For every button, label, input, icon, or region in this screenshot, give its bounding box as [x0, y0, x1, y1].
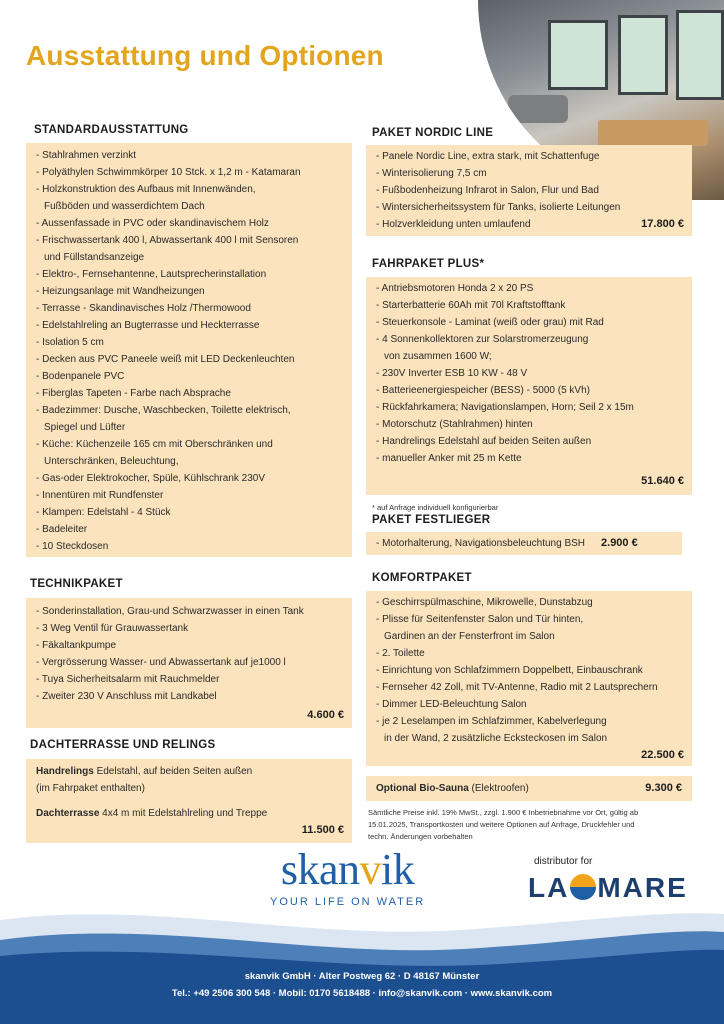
technik-item: - Fäkaltankpumpe: [36, 640, 117, 651]
fahrpaket-item: - Batterieenergiespeicher (BESS) - 5000 (5 kVh): [376, 385, 590, 396]
nordic-item: - Panele Nordic Line, extra stark, mit Schattenfuge: [376, 151, 600, 162]
komfort-list: [376, 594, 684, 747]
footer-waves: [0, 900, 724, 1024]
standard-item: Unterschränken, Beleuchtung,: [44, 456, 179, 467]
section-heading: KOMFORTPAKET: [372, 572, 472, 584]
nordic-item: - Wintersicherheitssystem für Tanks, isolierte Leitungen: [376, 202, 621, 213]
section-heading: FAHRPAKET PLUS*: [372, 258, 485, 270]
standard-item: - Stahlrahmen verzinkt: [36, 150, 137, 161]
nordic-item: - Fußbodenheizung Infrarot in Salon, Flur und Bad: [376, 185, 599, 196]
standard-item: und Füllstandsanzeige: [44, 252, 145, 263]
standard-item: Spiegel und Lüfter: [44, 422, 126, 433]
technik-item: - Zweiter 230 V Anschluss mit Landkabel: [36, 691, 217, 702]
standard-item: - Terrasse - Skandinavisches Holz /Thermowood: [36, 303, 251, 314]
fineprint: [368, 807, 692, 843]
standard-item: - Frischwassertank 400 l, Abwassertank 400 l mit Sensoren: [36, 235, 299, 246]
fahrpaket-item: - Rückfahrkamera; Navigationslampen, Horn; Seil 2 x 15m: [376, 402, 634, 413]
standard-item: - Bodenpanele PVC: [36, 371, 125, 382]
nordic-last-line: - Holzverkleidung unten umlaufend: [376, 219, 531, 230]
standard-item: - Aussenfassade in PVC oder skandinavischem Holz: [36, 218, 269, 229]
nordic-box: [366, 145, 692, 236]
technik-list: [36, 603, 344, 705]
section-heading: DACHTERRASSE UND RELINGS: [30, 739, 216, 751]
komfort-item: - Einrichtung von Schlafzimmern Doppelbett, Einbauschrank: [376, 665, 643, 676]
lamare-word: MARE: [597, 872, 688, 903]
technik-item: - Tuya Sicherheitsalarm mit Rauchmelder: [36, 674, 220, 685]
komfort-item: - je 2 Leselampen im Schlafzimmer, Kabelverlegung: [376, 716, 607, 727]
dachterrasse-box: [26, 759, 352, 843]
handrelings-text: Edelstahl, auf beiden Seiten außen: [93, 766, 253, 777]
page-title: Ausstattung und Optionen: [26, 40, 384, 71]
section-heading: PAKET NORDIC LINE: [372, 127, 494, 139]
standard-item: - Heizungsanlage mit Wandheizungen: [36, 286, 205, 297]
standard-item: - Gas-oder Elektrokocher, Spüle, Kühlschrank 230V: [36, 473, 266, 484]
komfort-price: 22.500 €: [641, 749, 684, 761]
section-standard: [26, 124, 352, 557]
lamare-word: LA: [528, 872, 570, 903]
footer-contact: Tel.: +49 2506 300 548 · Mobil: 0170 5618488 · info@skanvik.com · www.skanvik.com: [171, 988, 553, 999]
fineprint-line: Sämtliche Preise inkl. 19% MwSt., zzgl. 1.900 € Inbetriebnahme vor Ort, gültig ab: [368, 808, 639, 817]
section-fahrpaket: [366, 258, 692, 512]
section-komfort: [366, 572, 692, 766]
fahrpaket-item: - Antriebsmotoren Honda 2 x 20 PS: [376, 283, 534, 294]
distributor-label: distributor for: [534, 856, 593, 867]
sauna-box: [366, 776, 692, 801]
fahrpaket-box: [366, 277, 692, 495]
footer-address: skanvik GmbH · Alter Postweg 62 · D 48167 Münster: [244, 971, 480, 982]
skanvik-logo: [270, 845, 426, 908]
dachterrasse-price: 11.500 €: [301, 824, 344, 836]
sauna-label: Optional Bio-Sauna: [376, 783, 469, 794]
section-dachterrasse: [26, 739, 352, 843]
standard-item: - Holzkonstruktion des Aufbaus mit Innenwänden,: [36, 184, 256, 195]
dachterrasse-label: Dachterrasse: [36, 808, 100, 819]
fahrpaket-item: - Steuerkonsole - Laminat (weiß oder grau) mit Rad: [376, 317, 604, 328]
section-heading: TECHNIKPAKET: [30, 578, 123, 590]
standard-item: - Isolation 5 cm: [36, 337, 104, 348]
technik-item: - Sonderinstallation, Grau-und Schwarzwasser in einen Tank: [36, 606, 304, 617]
fahrpaket-footnote: * auf Anfrage individuell konfigurierbar: [372, 503, 499, 512]
window-shape: [618, 15, 668, 95]
fahrpaket-item: - Motorschutz (Stahlrahmen) hinten: [376, 419, 533, 430]
fahrpaket-item: - manueller Anker mit 25 m Kette: [376, 453, 522, 464]
logo-word-v: v: [359, 845, 382, 894]
komfort-item: in der Wand, 2 zusätzliche Ecksteckosen im Salon: [384, 733, 608, 744]
fahrpaket-item: - Starterbatterie 60Ah mit 70l Kraftstofftank: [376, 300, 566, 311]
standard-item: Fußböden und wasserdichtem Dach: [44, 201, 205, 212]
section-heading: STANDARDAUSSTATTUNG: [34, 124, 189, 136]
fahrpaket-item: - Handrelings Edelstahl auf beiden Seiten außen: [376, 436, 592, 447]
komfort-box: [366, 591, 692, 766]
technik-price: 4.600 €: [307, 709, 344, 721]
section-sauna: [366, 776, 692, 843]
standard-item: - Badeleiter: [36, 524, 88, 535]
fahrpaket-item: von zusammen 1600 W;: [384, 351, 492, 362]
standard-item: - Innentüren mit Rundfenster: [36, 490, 164, 501]
nordic-price: 17.800 €: [641, 218, 684, 230]
technik-item: - 3 Weg Ventil für Grauwassertank: [36, 623, 189, 634]
sauna-price: 9.300 €: [645, 782, 682, 794]
standard-item: - Polyäthylen Schwimmkörper 10 Stck. x 1,2 m - Katamaran: [36, 167, 301, 178]
dachterrasse-text: 4x4 m mit Edelstahlreling und Treppe: [99, 808, 268, 819]
festlieger-price: 2.900 €: [601, 537, 638, 549]
standard-item: - Badezimmer: Dusche, Waschbecken, Toilette elektrisch,: [36, 405, 291, 416]
fineprint-line: techn. Änderungen vorbehalten: [368, 832, 473, 841]
komfort-item: - 2. Toilette: [376, 648, 425, 659]
festlieger-box: [366, 532, 682, 555]
technik-box: [26, 598, 352, 728]
komfort-item: - Geschirrspülmaschine, Mikrowelle, Dunstabzug: [376, 597, 593, 608]
nordic-list: [376, 148, 684, 216]
window-shape: [676, 10, 724, 100]
komfort-item: - Dimmer LED-Beleuchtung Salon: [376, 699, 527, 710]
handrelings-note: (im Fahrpaket enthalten): [36, 783, 145, 794]
komfort-item: - Plisse für Seitenfenster Salon und Tür hinten,: [376, 614, 584, 625]
sun-icon: [570, 874, 596, 900]
window-shape: [548, 20, 608, 90]
fahrpaket-item: - 4 Sonnenkollektoren zur Solarstromerzeugung: [376, 334, 589, 345]
logo-tagline: YOUR LIFE ON WATER: [270, 896, 426, 908]
komfort-item: Gardinen an der Fensterfront im Salon: [384, 631, 555, 642]
standard-item: - Elektro-, Fernsehantenne, Lautsprecherinstallation: [36, 269, 267, 280]
standard-item: - Edelstahlreling an Bugterrasse und Heckterrasse: [36, 320, 260, 331]
technik-item: - Vergrösserung Wasser- und Abwassertank auf je1000 l: [36, 657, 286, 668]
section-heading: PAKET FESTLIEGER: [372, 514, 491, 526]
komfort-item: - Fernseher 42 Zoll, mit TV-Antenne, Radio mit 2 Lautsprechern: [376, 682, 658, 693]
standard-item: - 10 Steckdosen: [36, 541, 109, 552]
fahrpaket-price: 51.640 €: [641, 475, 684, 487]
section-nordic: [366, 127, 692, 236]
fineprint-line: 15.01.2025, Transportkosten und weitere Optionen auf Anfrage, Druckfehler und: [368, 820, 635, 829]
section-festlieger: [366, 514, 692, 555]
sauna-text: (Elektroofen): [468, 783, 529, 794]
standard-item: - Fiberglas Tapeten - Farbe nach Absprache: [36, 388, 231, 399]
fahrpaket-item: - 230V Inverter ESB 10 KW - 48 V: [376, 368, 528, 379]
standard-item: - Klampen: Edelstahl - 4 Stück: [36, 507, 171, 518]
section-technik: [26, 578, 352, 728]
nordic-item: - Winterisolierung 7,5 cm: [376, 168, 487, 179]
handrelings-label: Handrelings: [36, 766, 94, 777]
logo-word: skan: [280, 845, 360, 894]
standard-item: - Küche: Küchenzeile 165 cm mit Oberschränken und: [36, 439, 273, 450]
standard-list: [26, 143, 352, 557]
sofa-shape: [508, 95, 568, 123]
standard-item: - Decken aus PVC Paneele weiß mit LED Deckenleuchten: [36, 354, 295, 365]
fahrpaket-list: [376, 280, 684, 467]
footer: [0, 968, 724, 1002]
logo-word: ik: [381, 845, 415, 894]
festlieger-line: - Motorhalterung, Navigationsbeleuchtung BSH: [376, 538, 586, 549]
